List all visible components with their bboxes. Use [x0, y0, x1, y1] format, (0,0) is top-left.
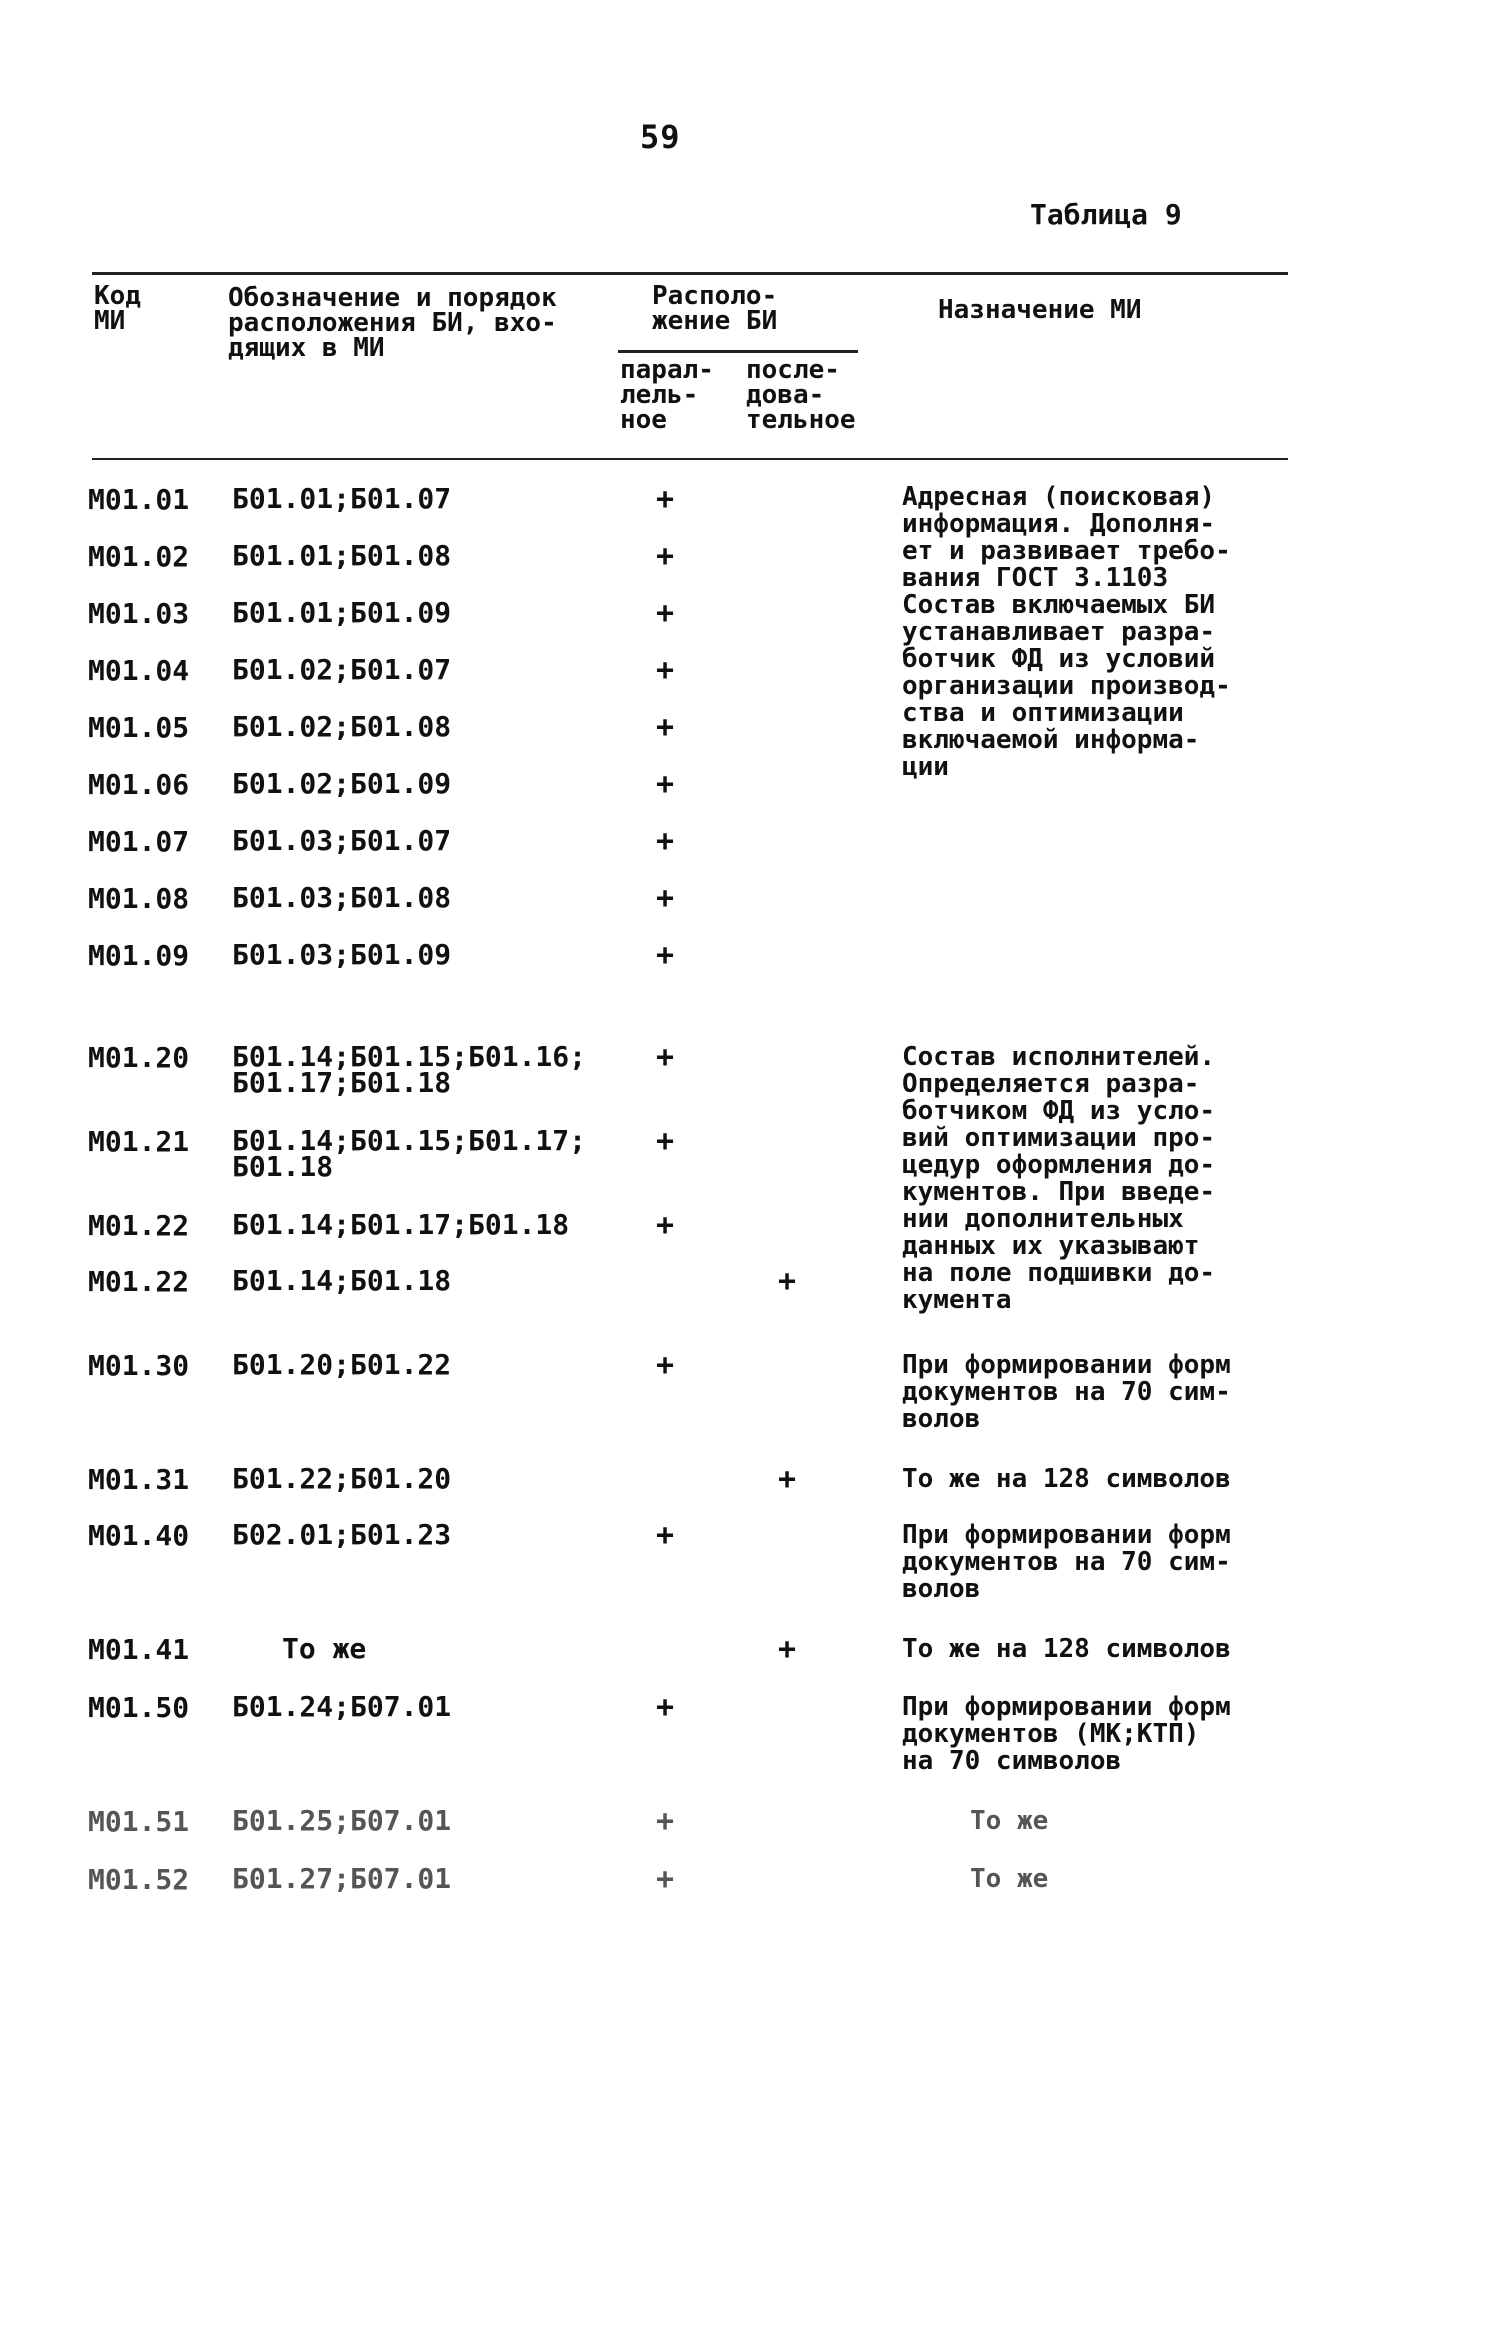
row-code: М01.31 — [88, 1463, 190, 1496]
row-designation: Б01.03;Б01.07 — [232, 824, 452, 857]
row-designation: Б01.01;Б01.07 — [232, 482, 452, 515]
row-parallel-mark: + — [656, 1518, 675, 1553]
purpose-text: То же на 128 символов — [902, 1634, 1231, 1664]
row-parallel-mark: + — [656, 824, 675, 859]
purpose-text: Адресная (поисковая) информация. Дополня- ет и развивает требо- вания ГОСТ 3.1103 Состав включаемых БИ устанавливает разра- ботчик ФД из условий организации производ- ства и оптимизации включаемой информа- ции — [902, 482, 1231, 782]
row-designation: Б02.01;Б01.23 — [232, 1518, 452, 1551]
row-parallel-mark: + — [656, 596, 675, 631]
row-designation: Б01.03;Б01.08 — [232, 881, 452, 914]
row-code: М01.41 — [88, 1633, 190, 1666]
row-parallel-mark: + — [656, 710, 675, 745]
row-parallel-mark: + — [656, 653, 675, 688]
table-caption: Таблица 9 — [1030, 198, 1182, 231]
row-parallel-mark: + — [656, 938, 675, 973]
header-parallel: парал- лель- ное — [620, 355, 714, 435]
row-code: М01.20 — [88, 1041, 190, 1074]
row-code: М01.22 — [88, 1209, 190, 1242]
row-designation: Б01.14;Б01.17;Б01.18 — [232, 1208, 570, 1241]
row-parallel-mark: + — [656, 1124, 675, 1159]
row-parallel-mark: + — [656, 1040, 675, 1075]
table-top-rule — [92, 272, 1288, 275]
row-designation: Б01.20;Б01.22 — [232, 1348, 452, 1381]
header-sub-rule — [618, 350, 858, 353]
header-code: Код МИ — [94, 281, 141, 336]
row-parallel-mark: + — [656, 539, 675, 574]
row-designation: Б01.14;Б01.15;Б01.16; Б01.17;Б01.18 — [232, 1040, 587, 1099]
purpose-text: То же — [970, 1864, 1049, 1894]
header-sequential: после- дова- тельное — [746, 355, 856, 435]
row-designation: Б01.27;Б07.01 — [232, 1862, 452, 1895]
row-code: М01.03 — [88, 597, 190, 630]
purpose-text: То же на 128 символов — [902, 1464, 1231, 1494]
row-designation: Б01.14;Б01.15;Б01.17; Б01.18 — [232, 1124, 587, 1183]
row-designation: Б01.14;Б01.18 — [232, 1264, 452, 1297]
row-parallel-mark: + — [656, 767, 675, 802]
row-code: М01.02 — [88, 540, 190, 573]
purpose-text: При формировании форм документов на 70 сим- волов — [902, 1350, 1231, 1434]
row-code: М01.51 — [88, 1805, 190, 1838]
row-code: М01.40 — [88, 1519, 190, 1552]
row-code: М01.04 — [88, 654, 190, 687]
header-purpose: Назначение МИ — [938, 295, 1142, 325]
row-code: М01.52 — [88, 1863, 190, 1896]
row-parallel-mark: + — [656, 1690, 675, 1725]
purpose-text: При формировании форм документов (МК;КТП) на 70 символов — [902, 1692, 1231, 1776]
row-sequential-mark: + — [778, 1264, 797, 1299]
purpose-text: При формировании форм документов на 70 сим- волов — [902, 1520, 1231, 1604]
row-parallel-mark: + — [656, 482, 675, 517]
row-parallel-mark: + — [656, 1348, 675, 1383]
row-code: М01.05 — [88, 711, 190, 744]
row-code: М01.01 — [88, 483, 190, 516]
row-sequential-mark: + — [778, 1632, 797, 1667]
row-code: М01.09 — [88, 939, 190, 972]
row-designation: Б01.24;Б07.01 — [232, 1690, 452, 1723]
row-designation: Б01.01;Б01.08 — [232, 539, 452, 572]
row-parallel-mark: + — [656, 881, 675, 916]
header-bottom-rule — [92, 458, 1288, 460]
row-designation: Б01.25;Б07.01 — [232, 1804, 452, 1837]
purpose-text: Состав исполнителей. Определяется разра- ботчиком ФД из усло- вий оптимизации про- цедур оформления до- кументов. При введе- нии дополнительных данных их указывают на поле подшивки до- кумента — [902, 1042, 1216, 1315]
row-designation: Б01.03;Б01.09 — [232, 938, 452, 971]
row-designation: Б01.22;Б01.20 — [232, 1462, 452, 1495]
row-code: М01.22 — [88, 1265, 190, 1298]
row-parallel-mark: + — [656, 1862, 675, 1897]
header-designation: Обозначение и порядок расположения БИ, вхо- дящих в МИ — [228, 283, 557, 363]
row-designation: Б01.02;Б01.07 — [232, 653, 452, 686]
page-number: 59 — [640, 118, 681, 156]
row-code: М01.06 — [88, 768, 190, 801]
row-code: М01.21 — [88, 1125, 190, 1158]
purpose-text: То же — [970, 1806, 1049, 1836]
row-designation: Б01.02;Б01.08 — [232, 710, 452, 743]
row-parallel-mark: + — [656, 1208, 675, 1243]
row-code: М01.07 — [88, 825, 190, 858]
row-designation: Б01.01;Б01.09 — [232, 596, 452, 629]
row-code: М01.08 — [88, 882, 190, 915]
header-location: Располо- жение БИ — [652, 281, 778, 336]
row-sequential-mark: + — [778, 1462, 797, 1497]
row-code: М01.30 — [88, 1349, 190, 1382]
row-designation: Б01.02;Б01.09 — [232, 767, 452, 800]
row-parallel-mark: + — [656, 1804, 675, 1839]
row-code: М01.50 — [88, 1691, 190, 1724]
row-designation: То же — [282, 1632, 367, 1665]
